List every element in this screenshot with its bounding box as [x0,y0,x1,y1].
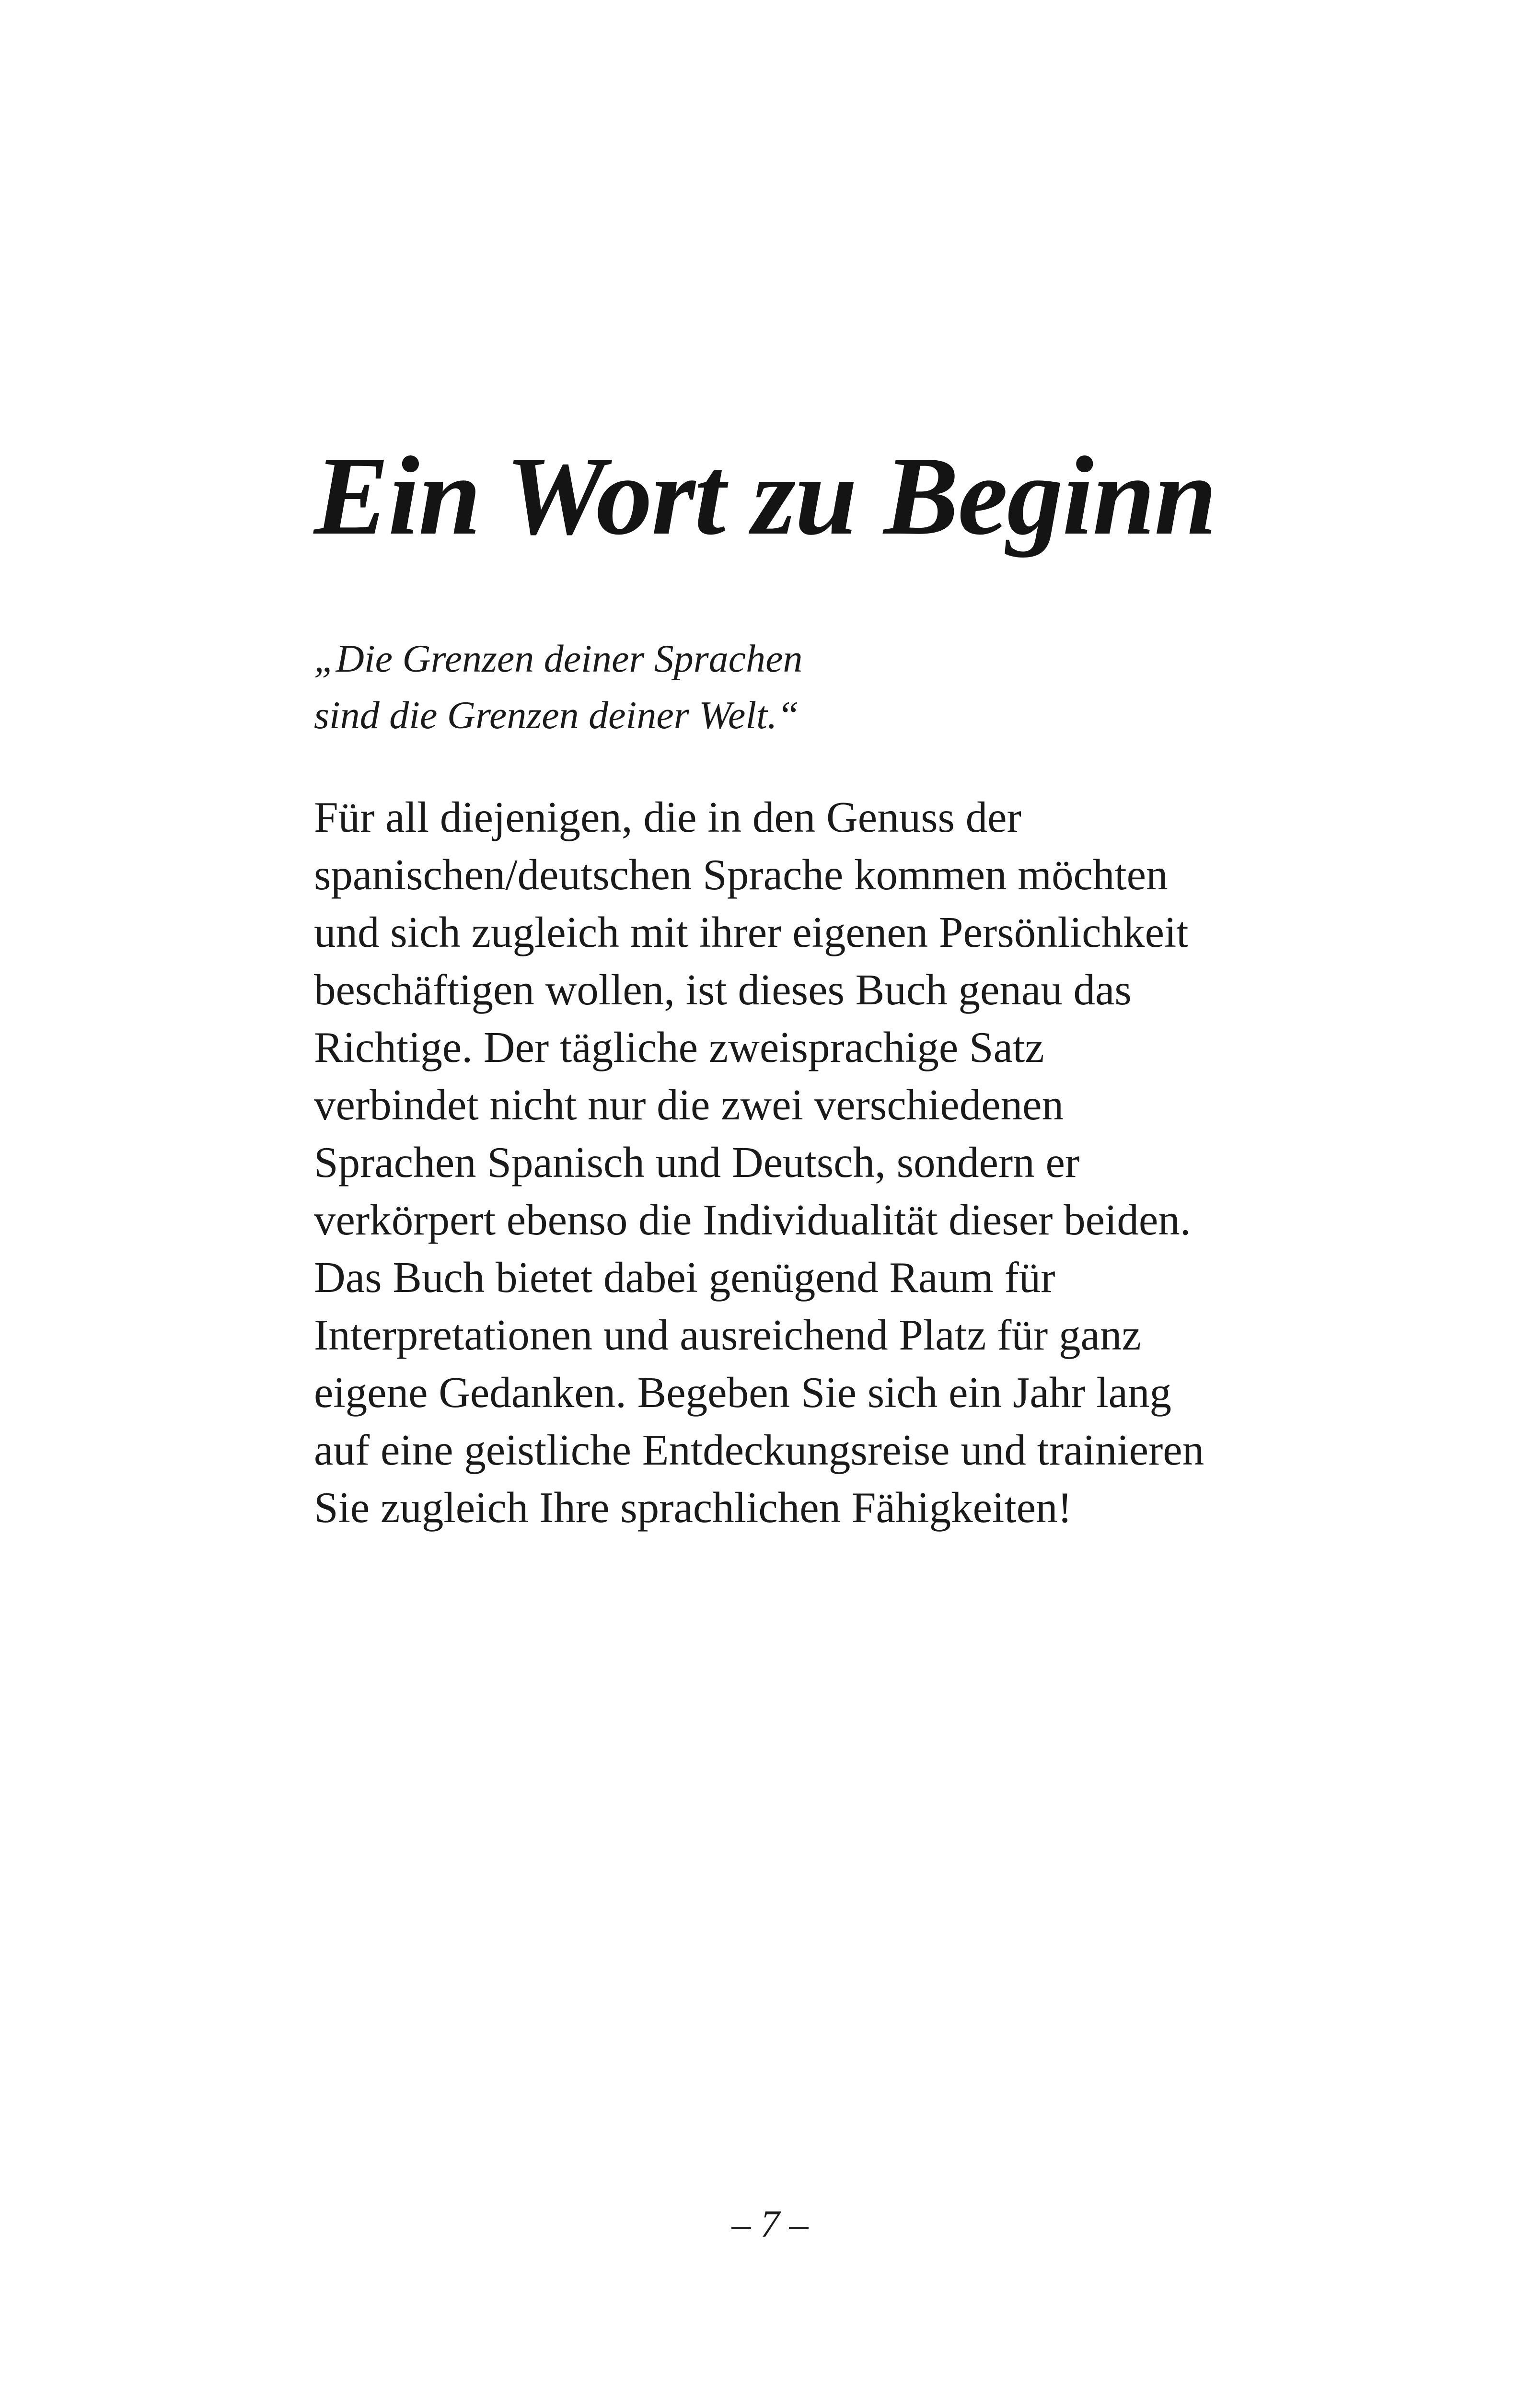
chapter-title: Ein Wort zu Beginn [314,433,1216,559]
body-line: verkörpert ebenso die Individualität dieser beiden. [314,1196,1191,1244]
body-line: Sprachen Spanisch und Deutsch, sondern er [314,1138,1080,1187]
body-line: Das Buch bietet dabei genügend Raum für [314,1253,1055,1302]
body-line: beschäftigen wollen, ist dieses Buch genau das [314,966,1132,1014]
body-line: spanischen/deutschen Sprache kommen möchten [314,850,1168,899]
epigraph-line: „Die Grenzen deiner Sprachen [314,637,803,680]
epigraph-line: sind die Grenzen deiner Welt.“ [314,693,799,737]
body-line: Interpretationen und ausreichend Platz für ganz [314,1311,1141,1359]
body-line: eigene Gedanken. Begeben Sie sich ein Jahr lang [314,1368,1172,1417]
body-line: und sich zugleich mit ihrer eigenen Persönlichkeit [314,908,1189,956]
body-paragraph [314,789,1273,1536]
body-line: auf eine geistliche Entdeckungsreise und trainieren [314,1426,1204,1474]
body-line: Sie zugleich Ihre sprachlichen Fähigkeiten! [314,1483,1072,1532]
body-line: Für all diejenigen, die in den Genuss der [314,793,1021,841]
page-number: – 7 – [731,2203,809,2246]
body-line: Richtige. Der tägliche zweisprachige Satz [314,1023,1044,1071]
body-line: verbindet nicht nur die zwei verschiedenen [314,1081,1064,1129]
epigraph-quote [314,630,1225,744]
